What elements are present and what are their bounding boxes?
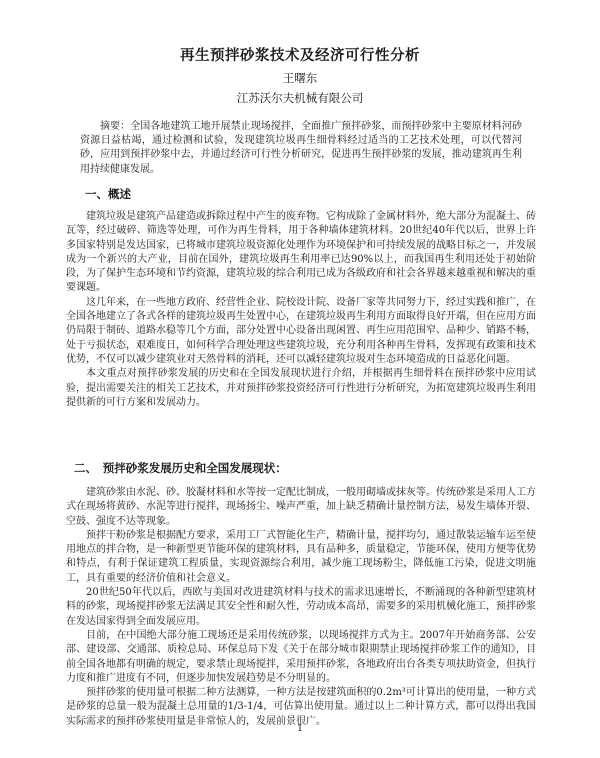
- section-2-heading: 二、 预拌砂浆发展历史和全国发展现状：: [74, 461, 287, 475]
- paragraph: 这几年来，在一些地方政府、经营性企业、院校设计院、设备厂家等共同努力下，经过实践和推广，在全国各地建立了各式各样的建筑垃圾再生处置中心，在建筑垃圾再生利用方面取得良好开端，但在应用方面仍局限于制砖、道路水稳等几个方面，部分处置中心设备出现闲置、再生应用范围窄、品种少、销路不畅，处于亏损状态，艰难度日，如何科学合理处理这些建筑垃圾，充分利用各种再生骨料，发挥现有政策和技术优势，不仅可以减少建筑业对天然骨料的消耗，还可以减轻建筑垃圾对生态环境造成的日益恶化问题。: [66, 296, 536, 365]
- section-2-body: [66, 486, 536, 729]
- paragraph: 预拌砂浆的使用量可根据二种方法测算，一种方法是按建筑面积的0.2m³可计算出的使用量，一种方式是砂浆的总量一般为混凝土总用量的1/3-1/4，可估算出使用量。通过以上二种计算方式，都可以得出我国实际需求的预拌砂浆使用量是非常惊人的，发展前景很广。: [66, 687, 536, 727]
- paragraph: 目前，在中国绝大部分施工现场还是采用传统砂浆，以现场搅拌方式为主。2007年开始商务部、公安部、建设部、交通部、质检总局、环保总局下发《关于在部分城市限期禁止现场搅拌砂浆工作的通知》，目前全国各地都有明确的规定，要求禁止现场搅拌，采用预拌砂浆，各地政府出台各类专项扶助资金，但执行力度和推广进度有不同，但逐步加快发展趋势是不分明显的。: [66, 629, 536, 684]
- paragraph: 预拌干粉砂浆是根据配方要求，采用工厂式智能化生产，精确计量，搅拌均匀，通过散装运输车运至使用地点的拌合物，是一种新型更节能环保的建筑材料，具有品种多，质量稳定，节能环保，使用方便等优势和特点，有利于保证建筑工程质量，实现资源综合利用，减少施工现场粉尘，降低施工污染，促进文明施工，具有重要的经济价值和社会意义。: [66, 529, 536, 584]
- paragraph: 建筑砂浆由水泥、砂、胶凝材料和水等按一定配比制成，一般用砌墙或抹灰等。传统砂浆是采用人工方式在现场将黄砂、水泥等进行搅拌，现场扬尘、噪声严重，加上缺乏精确计量控制方法，易发生墙体开裂、空鼓、强度不达等现象。: [66, 487, 536, 527]
- page-number: 1: [297, 724, 303, 734]
- abstract: 摘要：全国各地建筑工地开展禁止现场搅拌，全面推广预拌砂浆，而预拌砂浆中主要原材料河砂资源日益枯竭，通过检测和试验，发现建筑垃圾再生细骨料经过适当的工艺技术处理，可以代替河砂，应用到预拌砂浆中去，并通过经济可行性分析研究，促进再生预拌砂浆的发展，推动建筑再生利用持续健康发展。: [80, 121, 522, 175]
- paper-title: 再生预拌砂浆技术及经济可行性分析: [180, 48, 420, 64]
- paragraph: 本文重点对预拌砂浆发展的历史和在全国发展现状进行介绍，并根据再生细骨料在预拌砂浆中应用试验，提出需要关注的相关工艺技术，并对预拌砂浆投资经济可行性进行分析研究，为拓宽建筑垃圾再生利用提供新的可行方案和发展动力。: [66, 368, 536, 408]
- author-name: 王曙东: [282, 71, 318, 85]
- section-1-body: [66, 210, 536, 410]
- paragraph: 建筑垃圾是建筑产品建造或拆除过程中产生的废弃物。它构成除了金属材料外，绝大部分为混凝土、砖瓦等，经过破碎、筛选等处理，可作为再生骨料，用于各种墙体建筑材料。20世纪40年代以后，世界上许多国家特别是发达国家，已将城市建筑垃圾资源化处理作为环境保护和可持续发展的战略目标之一，并发展成为一个新兴的大产业，目前在国外，建筑垃圾再生利用率已达90%以上，而我国再生利用还处于初始阶段，为了保护生态环境和节约资源，建筑垃圾的综合利用已成为各级政府和社会各界越来越重视和解决的重要课题。: [66, 211, 536, 294]
- author-affiliation: 江苏沃尔夫机械有限公司: [236, 91, 364, 105]
- paragraph: 20世纪50年代以后，西欧与美国对改进建筑材料与技术的需求迅速增长，不断涌现的各种新型建筑材料的砂浆，现场搅拌砂浆无法满足其安全性和耐久性，劳动成本高昂，需要多的采用机械化施工，预拌砂浆在发达国家得到全面发展应用。: [66, 587, 536, 627]
- section-1-heading: 一、概述: [85, 187, 131, 201]
